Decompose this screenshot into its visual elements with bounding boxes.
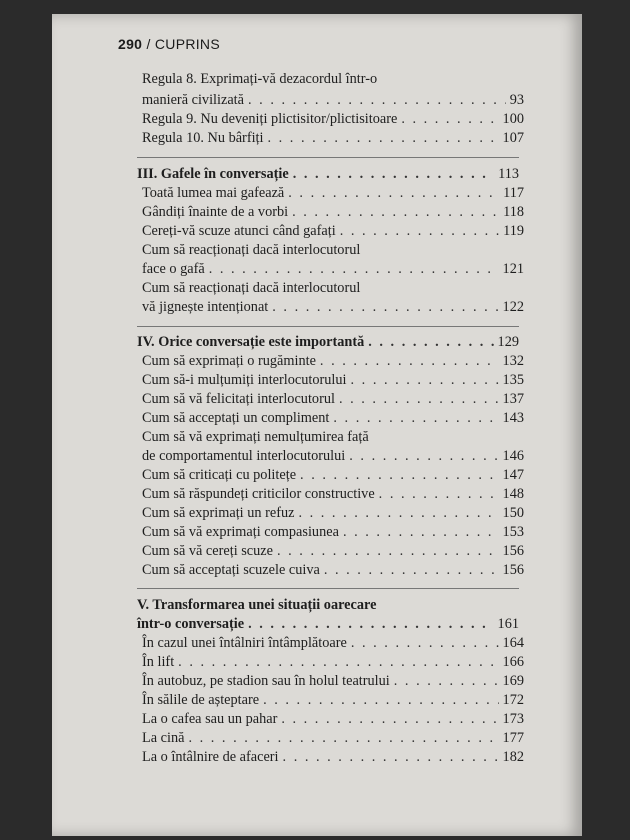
leader-dots — [268, 129, 499, 148]
leader-dots — [343, 523, 499, 542]
toc-entry-text: IV. Orice conversație este importantă — [137, 334, 365, 350]
page-header — [118, 36, 220, 52]
toc-entry-text: În sălile de așteptare — [142, 692, 260, 708]
toc-entry — [142, 466, 524, 485]
header-title: CUPRINS — [154, 36, 220, 52]
toc-entry-page: 156 — [502, 562, 524, 578]
toc-entry — [142, 260, 524, 279]
toc-entry-text: Toată lumea mai gafează — [142, 185, 285, 201]
toc-entry — [142, 691, 524, 710]
toc-entry-page: 172 — [502, 692, 524, 708]
toc-entry-text: Cum să-i mulțumiți interlocutorului — [142, 372, 347, 388]
toc-entry-text: Cum să acceptați scuzele cuiva — [142, 562, 320, 578]
toc-entry — [142, 371, 524, 390]
toc-entry-text: de comportamentul interlocutorului — [142, 448, 346, 464]
leader-dots — [333, 409, 498, 428]
toc-entry-text: vă jignește intenționat — [142, 299, 269, 315]
header-separator: / — [146, 36, 151, 52]
toc-section-heading — [137, 165, 519, 184]
toc-entry-text: Cum să vă cereți scuze — [142, 543, 273, 559]
leader-dots — [379, 485, 499, 504]
toc-entry — [142, 504, 524, 523]
section-divider — [137, 157, 519, 158]
toc-entry-page: 143 — [502, 410, 524, 426]
toc-entry-text: Cum să reacționați dacă interlocutorul — [142, 242, 361, 258]
toc-entry-text: într-o conversație — [137, 616, 245, 632]
toc-entry-page: 117 — [503, 185, 524, 201]
leader-dots — [298, 504, 498, 523]
toc-entry-page: 156 — [502, 543, 524, 559]
leader-dots — [394, 672, 499, 691]
toc-entry — [142, 634, 524, 653]
toc-entry — [142, 129, 524, 148]
toc-entry-page: 113 — [498, 166, 519, 182]
leader-dots — [339, 390, 499, 409]
toc-entry-text: Cum să vă exprimați nemulțumirea față — [142, 429, 369, 445]
toc-entry-text: Gândiți înainte de a vorbi — [142, 204, 289, 220]
leader-dots — [248, 91, 506, 110]
leader-dots — [340, 222, 499, 241]
leader-dots — [248, 615, 493, 634]
toc-entry — [142, 672, 524, 691]
toc-entry-text: În autobuz, pe stadion sau în holul teatrului — [142, 673, 390, 689]
toc-entry-text: face o gafă — [142, 261, 205, 277]
toc-entry — [142, 184, 524, 203]
toc-entry-page: 153 — [502, 524, 524, 540]
toc-entry-text: Regula 8. Exprimați-vă dezacordul într-o — [142, 71, 378, 87]
leader-dots — [288, 184, 499, 203]
toc-entry-text: Cum să exprimați un refuz — [142, 505, 295, 521]
toc-section-heading: V. Transformarea unei situații oarecare — [137, 597, 377, 613]
toc-entry-page: 122 — [502, 299, 524, 315]
toc-entry — [142, 110, 524, 129]
toc-entry-text: manieră civilizată — [142, 92, 245, 108]
leader-dots — [281, 710, 498, 729]
toc-section-heading — [137, 615, 519, 634]
leader-dots — [300, 466, 499, 485]
toc-entry-page: 148 — [502, 486, 524, 502]
toc-entry — [142, 409, 524, 428]
toc-entry-text: Cum să răspundeți criticilor constructive — [142, 486, 375, 502]
leader-dots — [263, 691, 498, 710]
toc-entry-text: Cum să acceptați un compliment — [142, 410, 330, 426]
toc-entry-page: 182 — [502, 749, 524, 765]
toc-entry-text: La o întâlnire de afaceri — [142, 749, 279, 765]
toc-entry-page: 119 — [503, 223, 524, 239]
toc-entry — [142, 222, 524, 241]
leader-dots — [368, 333, 493, 352]
toc-entry-page: 161 — [497, 616, 519, 632]
leader-dots — [283, 748, 499, 767]
toc-entry — [142, 203, 524, 222]
toc-entry-page: 137 — [502, 391, 524, 407]
toc-entry-page: 132 — [502, 353, 524, 369]
leader-dots — [178, 653, 498, 672]
toc-entry-text: Cum să vă felicitați interlocutorul — [142, 391, 335, 407]
toc-entry-text: În lift — [142, 654, 175, 670]
toc-entry-text: Cum să vă exprimați compasiunea — [142, 524, 339, 540]
leader-dots — [272, 298, 498, 317]
toc-entry-text: La o cafea sau un pahar — [142, 711, 278, 727]
toc-entry — [142, 710, 524, 729]
section-divider — [137, 326, 519, 327]
toc-entry — [142, 542, 524, 561]
page-number: 290 — [118, 36, 143, 52]
toc-entry-page: 164 — [502, 635, 524, 651]
toc-entry — [142, 352, 524, 371]
leader-dots — [349, 447, 498, 466]
toc-entry-page: 93 — [509, 92, 524, 108]
toc-entry — [142, 485, 524, 504]
leader-dots — [277, 542, 499, 561]
toc-section-heading — [137, 333, 519, 352]
toc-entry-page: 118 — [503, 204, 524, 220]
toc-entry-page: 121 — [502, 261, 524, 277]
toc-entry — [142, 561, 524, 580]
toc-entry-text: Regula 9. Nu deveniți plictisitor/plictisitoare — [142, 111, 398, 127]
leader-dots — [320, 352, 499, 371]
toc-entry-page: 135 — [502, 372, 524, 388]
toc-entry-text: În cazul unei întâlniri întâmplătoare — [142, 635, 347, 651]
toc-entry-page: 169 — [502, 673, 524, 689]
toc-entry-page: 129 — [497, 334, 519, 350]
toc-entry-page: 150 — [502, 505, 524, 521]
leader-dots — [209, 260, 499, 279]
toc-entry-page: 147 — [502, 467, 524, 483]
leader-dots — [324, 561, 499, 580]
toc-entry-text: Cereți-vă scuze atunci când gafați — [142, 223, 336, 239]
leader-dots — [401, 110, 498, 129]
toc-entry — [142, 523, 524, 542]
leader-dots — [351, 371, 499, 390]
toc-entry — [142, 91, 524, 110]
toc-entry-text: Cum să exprimați o rugăminte — [142, 353, 316, 369]
toc-entry-page: 177 — [502, 730, 524, 746]
toc-entry-page: 166 — [502, 654, 524, 670]
toc-entry-page: 146 — [502, 448, 524, 464]
toc-entry-text: Cum să criticați cu politețe — [142, 467, 297, 483]
toc-entry — [142, 298, 524, 317]
toc-entry-page: 100 — [502, 111, 524, 127]
section-divider — [137, 588, 519, 589]
leader-dots — [292, 203, 499, 222]
toc-entry-text: III. Gafele în conversație — [137, 166, 289, 182]
toc-entry — [142, 447, 524, 466]
leader-dots — [293, 165, 494, 184]
toc-entry — [142, 729, 524, 748]
toc-entry-text: La cină — [142, 730, 185, 746]
toc-entry — [142, 748, 524, 767]
toc-entry-text: Cum să reacționați dacă interlocutorul — [142, 280, 361, 296]
leader-dots — [351, 634, 499, 653]
toc-entry — [142, 390, 524, 409]
toc-entry-text: Regula 10. Nu bârfiți — [142, 130, 264, 146]
toc-entry-page: 107 — [502, 130, 524, 146]
toc-entry — [142, 653, 524, 672]
toc-entry-page: 173 — [502, 711, 524, 727]
leader-dots — [188, 729, 498, 748]
